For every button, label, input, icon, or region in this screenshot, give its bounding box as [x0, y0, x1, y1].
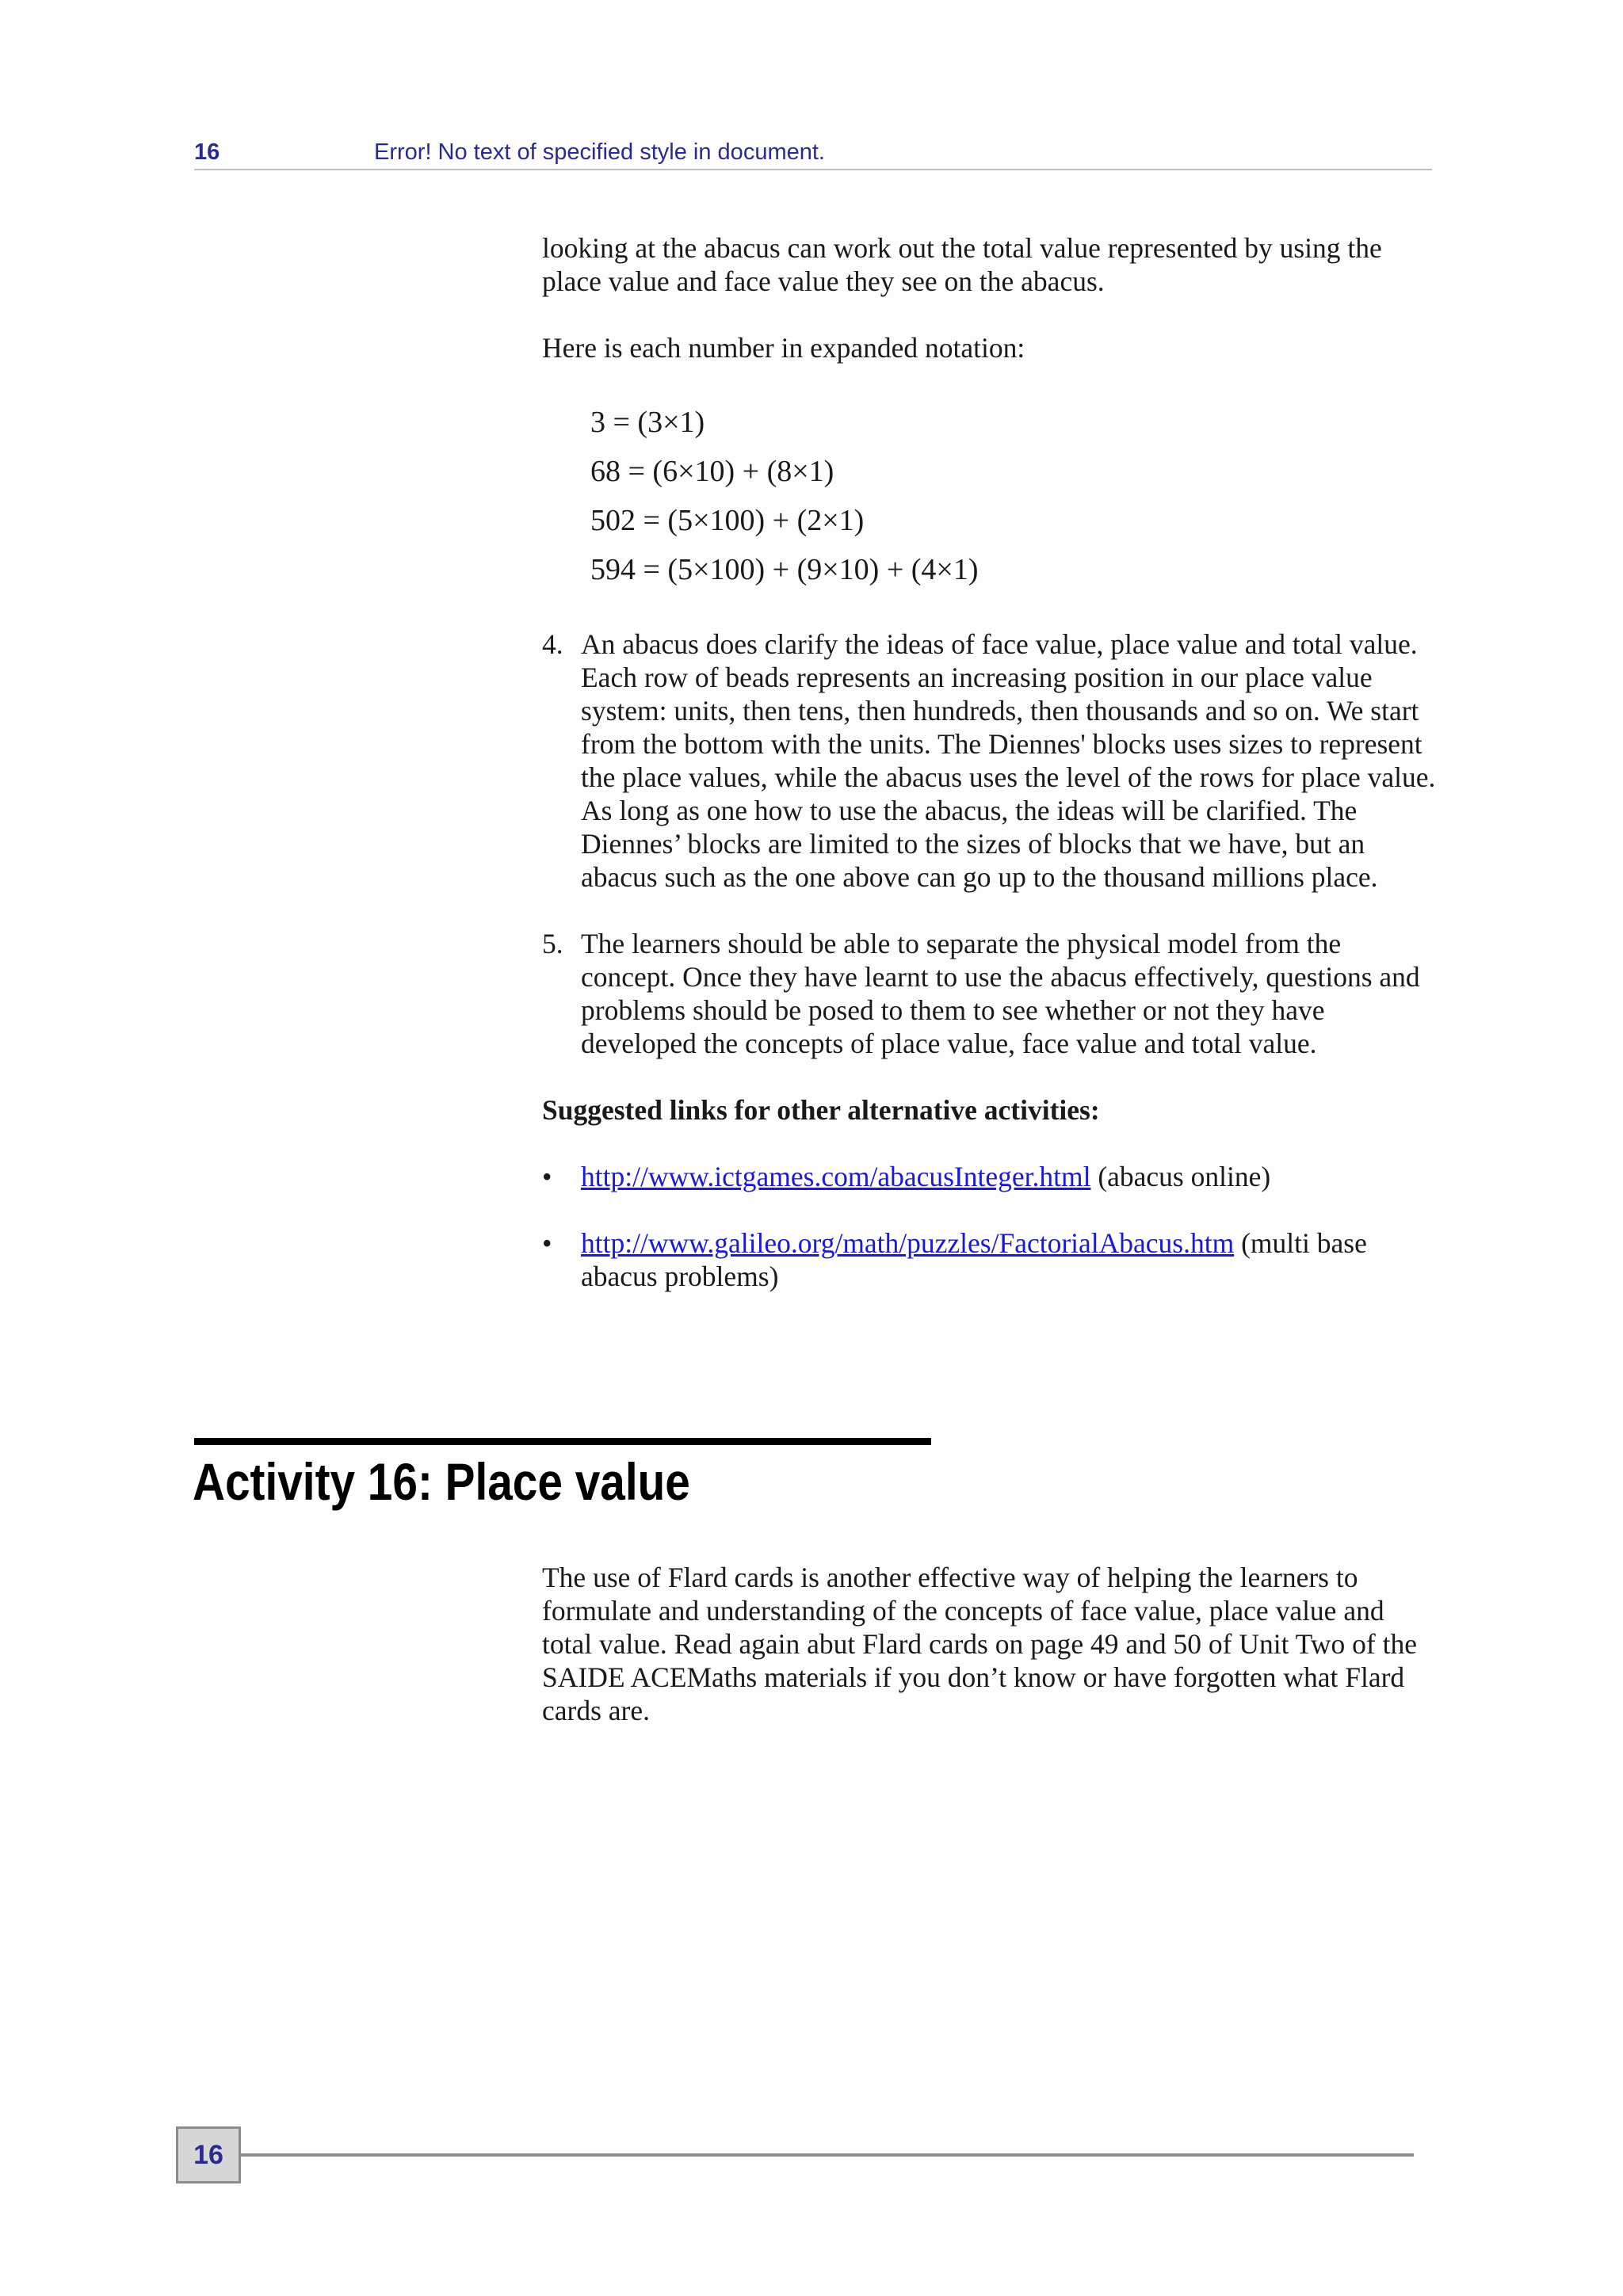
link-note: (multi base abacus problems) [581, 1227, 1367, 1292]
list-item-text: The learners should be able to separate the physical model from the concept. Once they have learnt to use the abacus effectively, questions and problems should be posed to them to see whether or not they have developed the concepts of place value, face value and total value. [581, 928, 1420, 1059]
activity-paragraph: The use of Flard cards is another effective way of helping the learners to formulate and understanding of the concepts of face value, place value and total value. Read again abut Flard cards on page 49 and 50 of Unit Two of the SAIDE ACEMaths materials if you don’t know or have forgotten what Flard cards are. [542, 1562, 1417, 1726]
link-note: (abacus online) [1090, 1161, 1271, 1192]
bullet-icon: • [542, 1161, 552, 1192]
equation: 68 = (6×10) + (8×1) [590, 455, 834, 488]
main-content [542, 231, 1438, 1326]
header-page-number: 16 [194, 139, 220, 165]
bullet-icon: • [542, 1227, 552, 1259]
links-list [542, 1160, 1438, 1293]
footer-page-number: 16 [176, 2126, 241, 2183]
suggested-links-heading: Suggested links for other alternative activities: [542, 1094, 1100, 1126]
equation: 594 = (5×100) + (9×10) + (4×1) [590, 553, 979, 586]
equation: 502 = (5×100) + (2×1) [590, 504, 865, 537]
list-item [542, 627, 1438, 894]
footer-divider [241, 2153, 1414, 2157]
intro-paragraph: looking at the abacus can work out the total value represented by using the place value and face value they see on the abacus. [542, 232, 1382, 297]
activity-heading-rule [194, 1438, 931, 1445]
activity-heading: Activity 16: Place value [193, 1452, 690, 1511]
link-galileo[interactable]: http://www.galileo.org/math/puzzles/FactorialAbacus.htm [581, 1227, 1235, 1259]
expanded-notation-lead: Here is each number in expanded notation: [542, 332, 1025, 364]
link-ictgames[interactable]: http://www.ictgames.com/abacusInteger.html [581, 1161, 1091, 1192]
list-item-number: 4. [542, 628, 563, 660]
numbered-list [542, 627, 1438, 1060]
list-item-number: 5. [542, 928, 563, 959]
equations-block [590, 398, 1438, 594]
equation: 3 = (3×1) [590, 406, 705, 439]
header-title: Error! No text of specified style in document. [374, 139, 825, 165]
list-item [542, 1160, 1438, 1193]
list-item [542, 1226, 1438, 1293]
header-divider [194, 169, 1432, 170]
list-item-text: An abacus does clarify the ideas of face value, place value and total value. Each row of beads represents an increasing position in our place value system: units, then tens, then hundreds, then thousands and so on. We start from the bottom with the units. The Diennes' blocks uses sizes to represent the place values, while the abacus uses the level of the rows for place value. As long as one how to use the abacus, the ideas will be clarified. The Diennes’ blocks are limited to the sizes of blocks that we have, but an abacus such as the one above can go up to the thousand millions place. [581, 628, 1436, 893]
list-item [542, 927, 1438, 1060]
